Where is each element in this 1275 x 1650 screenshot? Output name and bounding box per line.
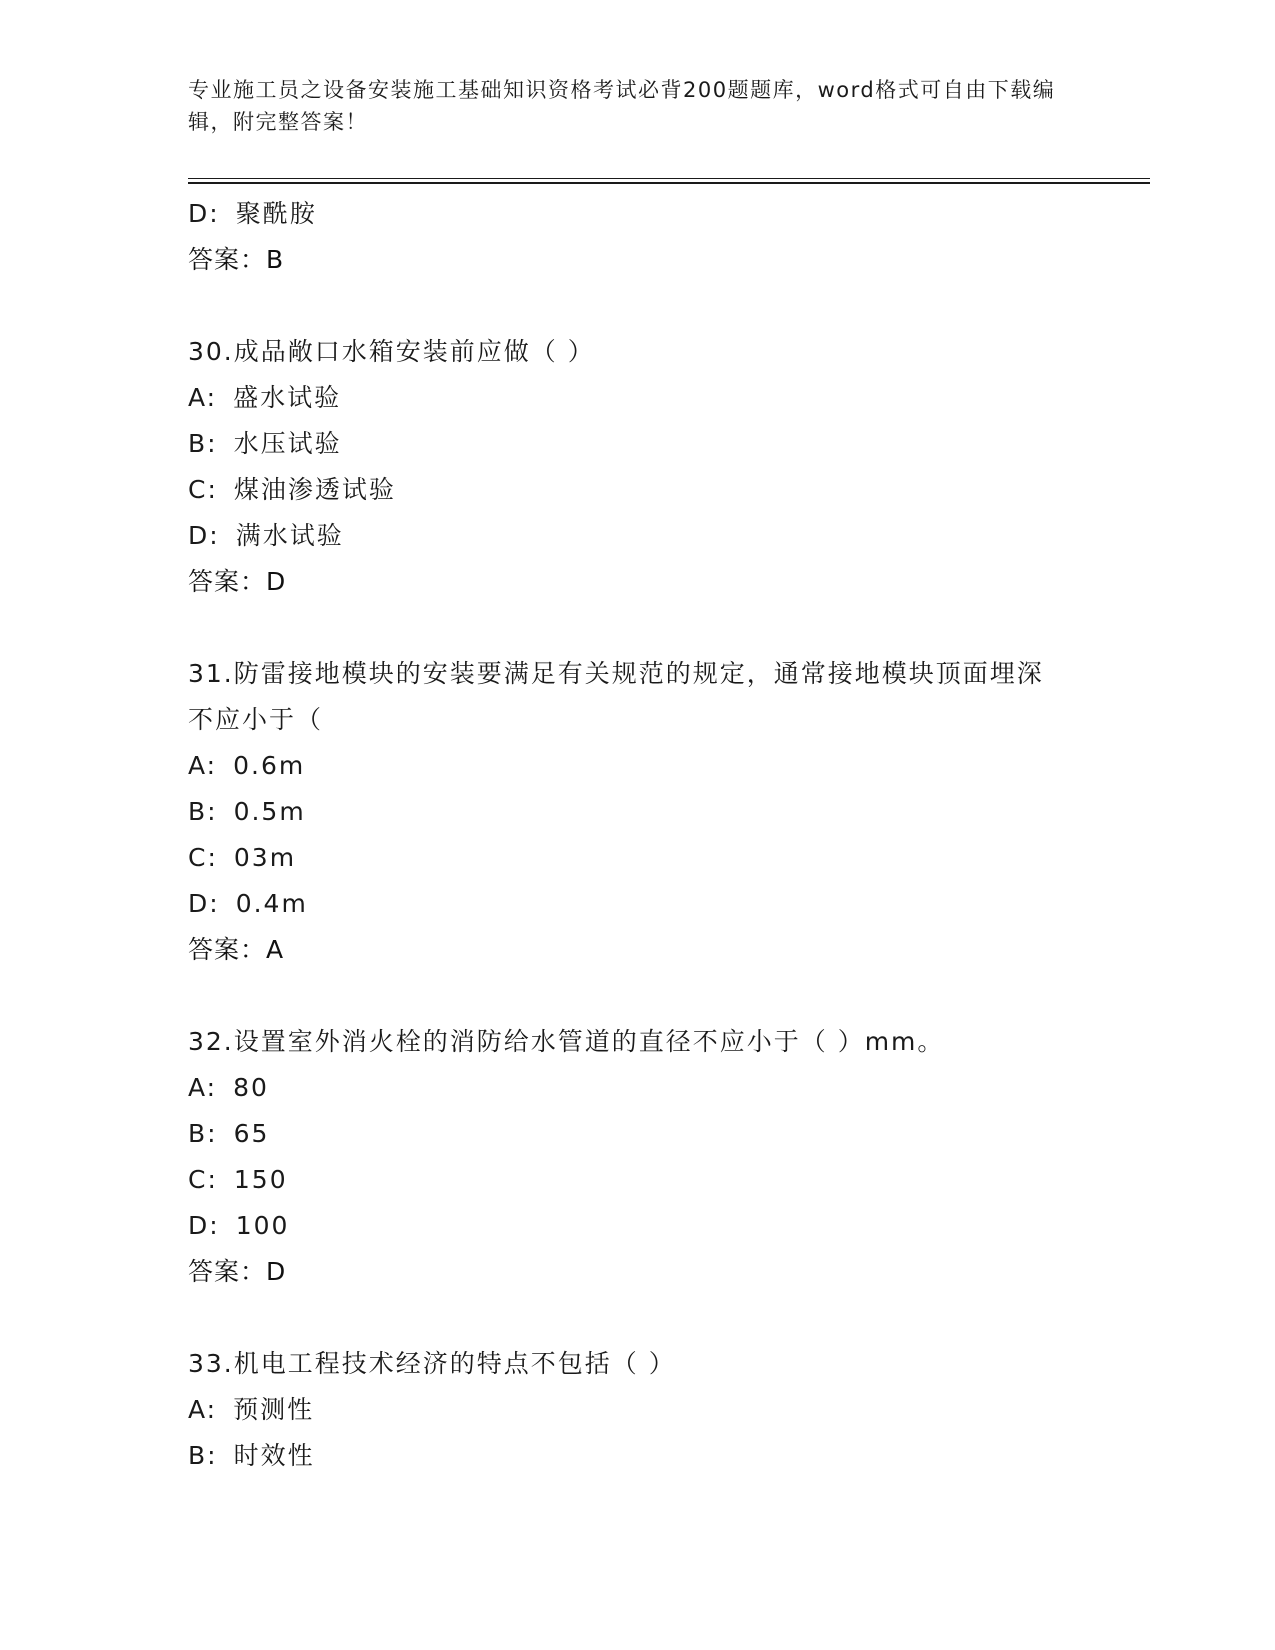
question-31: [188, 651, 1088, 973]
option-c: [188, 467, 1088, 513]
option-label: D:: [188, 521, 220, 550]
spacer: [188, 605, 1088, 651]
answer-line: 答案：D: [188, 567, 287, 596]
option-label: D:: [188, 199, 220, 228]
option-text: 满水试验: [235, 521, 344, 550]
spacer: [188, 973, 1088, 1019]
option-a: [188, 1387, 1088, 1433]
option-text: 80: [233, 1073, 269, 1102]
header-rule-thin: [188, 178, 1150, 179]
option-text: 水压试验: [233, 429, 342, 458]
answer-line: 答案：A: [188, 935, 285, 964]
question-stem: 32.设置室外消火栓的消防给水管道的直径不应小于（ ）mm。: [188, 1027, 945, 1056]
document-body: [188, 191, 1088, 1479]
spacer: [188, 283, 1088, 329]
option-d: [188, 513, 1088, 559]
answer-line: 答案：D: [188, 1257, 287, 1286]
question-stem: 33.机电工程技术经济的特点不包括（ ）: [188, 1349, 676, 1378]
option-a: [188, 375, 1088, 421]
document-header: 专业施工员之设备安装施工基础知识资格考试必背200题题库，word格式可自由下载编辑，附完整答案！: [188, 78, 1056, 134]
question-33: [188, 1341, 1088, 1479]
option-label: C:: [188, 475, 218, 504]
option-text: 65: [233, 1119, 270, 1148]
option-label: A:: [188, 1073, 218, 1102]
option-text: 煤油渗透试验: [233, 475, 396, 504]
option-label: B:: [188, 429, 218, 458]
option-label: D:: [188, 889, 220, 918]
option-text: 时效性: [233, 1441, 315, 1470]
spacer: [188, 1295, 1088, 1341]
option-b: [188, 1433, 1088, 1479]
option-label: C:: [188, 1165, 218, 1194]
option-text: 0.5m: [233, 797, 306, 826]
option-label: B:: [188, 797, 218, 826]
option-label: A:: [188, 383, 218, 412]
option-label: A:: [188, 751, 218, 780]
question-stem: 30.成品敞口水箱安装前应做（ ）: [188, 337, 595, 366]
question-30: [188, 329, 1088, 605]
option-label: C:: [188, 843, 218, 872]
option-label: A:: [188, 1395, 218, 1424]
option-c: [188, 835, 1088, 881]
question-32: [188, 1019, 1088, 1295]
question-29-tail: [188, 191, 1088, 283]
option-c: [188, 1157, 1088, 1203]
option-text: 0.6m: [233, 751, 306, 780]
option-label: B:: [188, 1119, 218, 1148]
question-stem: 31.防雷接地模块的安装要满足有关规范的规定，通常接地模块顶面埋深不应小于（: [188, 659, 1044, 734]
option-b: [188, 421, 1088, 467]
header-rule-thick: [188, 182, 1150, 184]
option-d: [188, 191, 1088, 237]
option-label: D:: [188, 1211, 220, 1240]
option-text: 聚酰胺: [235, 199, 317, 228]
option-d: [188, 881, 1088, 927]
option-b: [188, 789, 1088, 835]
option-b: [188, 1111, 1088, 1157]
option-a: [188, 1065, 1088, 1111]
option-text: 03m: [233, 843, 297, 872]
option-text: 0.4m: [235, 889, 308, 918]
option-text: 预测性: [233, 1395, 315, 1424]
option-label: B:: [188, 1441, 218, 1470]
option-text: 150: [233, 1165, 288, 1194]
option-a: [188, 743, 1088, 789]
option-text: 100: [235, 1211, 290, 1240]
option-d: [188, 1203, 1088, 1249]
answer-line: 答案：B: [188, 245, 285, 274]
option-text: 盛水试验: [233, 383, 342, 412]
